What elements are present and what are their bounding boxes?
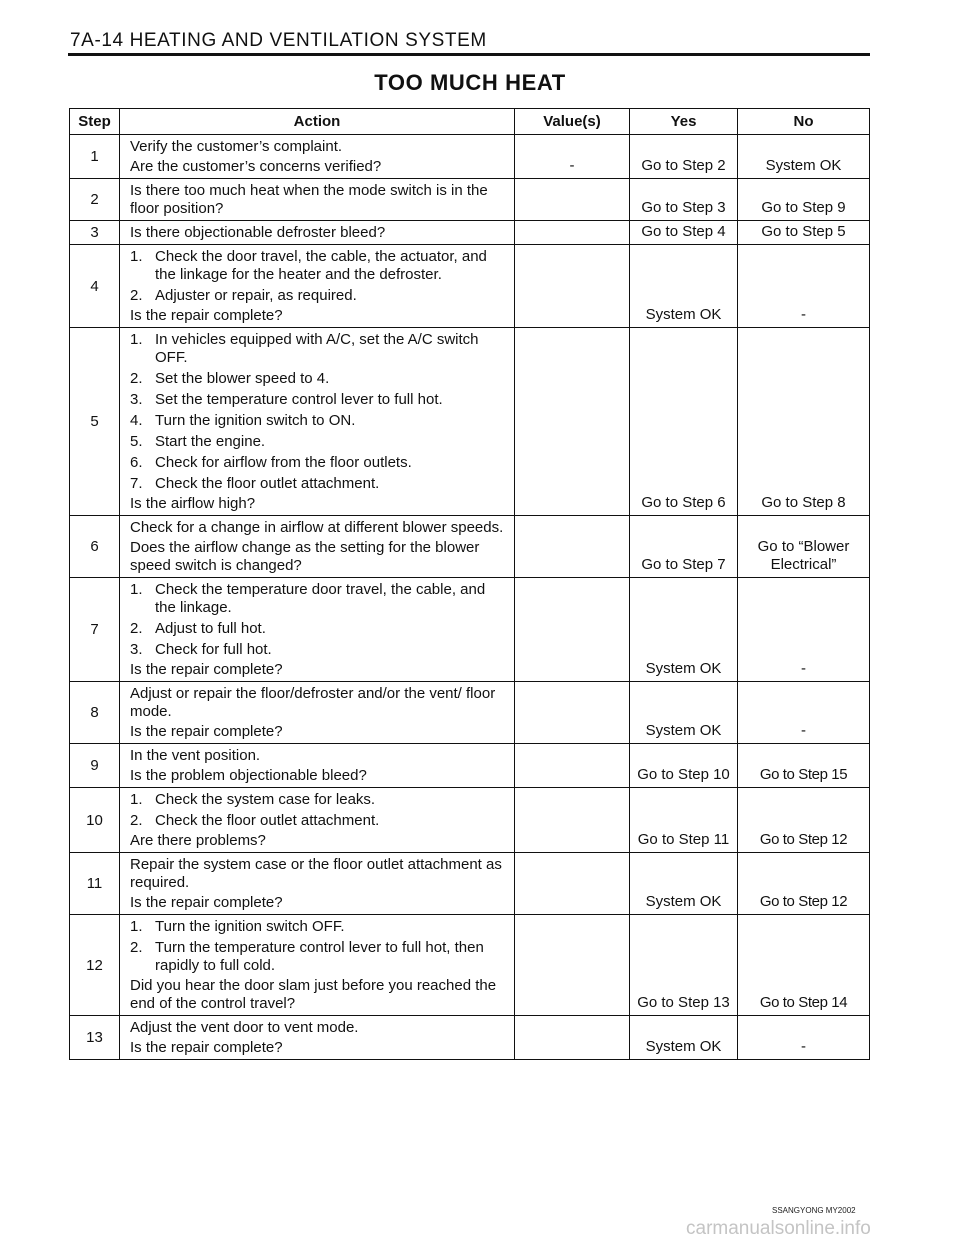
- action-cell: [120, 516, 515, 578]
- action-cell: [120, 135, 515, 179]
- yes-cell: Go to Step 10: [630, 744, 738, 788]
- column-header-values: Value(s): [515, 109, 630, 135]
- table-row: [70, 853, 870, 915]
- yes-cell: Go to Step 2: [630, 135, 738, 179]
- step-number: 11: [70, 853, 120, 915]
- header-rule: [68, 53, 870, 56]
- column-header-yes: Yes: [630, 109, 738, 135]
- action-text: Verify the customer’s complaint.: [130, 138, 343, 155]
- yes-cell: Go to Step 3: [630, 179, 738, 221]
- yes-cell: Go to Step 13: [630, 915, 738, 1016]
- numbered-item: 1. In vehicles equipped with A/C, set the A/C switch OFF.: [130, 331, 479, 366]
- no-cell: -: [738, 578, 870, 682]
- action-cell: [120, 245, 515, 328]
- action-question: Is there too much heat when the mode switch is in the floor position?: [130, 182, 488, 217]
- step-number: 9: [70, 744, 120, 788]
- numbered-item: 2. Turn the temperature control lever to full hot, then rapidly to full cold.: [130, 939, 484, 974]
- value-cell: -: [515, 135, 630, 179]
- action-text: Check for a change in airflow at different blower speeds.: [130, 519, 504, 536]
- yes-cell: System OK: [630, 853, 738, 915]
- numbered-item: 2. Adjust to full hot.: [130, 620, 266, 637]
- action-question: Is the repair complete?: [130, 661, 283, 678]
- value-cell: [515, 578, 630, 682]
- no-cell: Go to Step 14: [738, 915, 870, 1016]
- action-question: Is the repair complete?: [130, 1039, 283, 1056]
- step-number: 7: [70, 578, 120, 682]
- action-cell: [120, 915, 515, 1016]
- numbered-item: 3. Check for full hot.: [130, 641, 272, 658]
- action-cell: [120, 853, 515, 915]
- table-row: [70, 221, 870, 245]
- step-number: 12: [70, 915, 120, 1016]
- table-row: [70, 328, 870, 516]
- action-question: Is there objectionable defroster bleed?: [130, 224, 386, 241]
- numbered-item: 2. Set the blower speed to 4.: [130, 370, 330, 387]
- action-cell: [120, 788, 515, 853]
- table-row: [70, 179, 870, 221]
- value-cell: [515, 853, 630, 915]
- no-cell: Go to Step 15: [738, 744, 870, 788]
- step-number: 4: [70, 245, 120, 328]
- no-cell: Go to Step 12: [738, 788, 870, 853]
- numbered-item: 1. Check the door travel, the cable, the actuator, and the linkage for the heater and the defroster.: [130, 248, 487, 283]
- no-cell: Go to Step 8: [738, 328, 870, 516]
- value-cell: [515, 245, 630, 328]
- value-cell: [515, 788, 630, 853]
- no-cell: Go to “Blower Electrical”: [738, 516, 870, 578]
- action-question: Is the airflow high?: [130, 495, 256, 512]
- no-cell: System OK: [738, 135, 870, 179]
- step-number: 2: [70, 179, 120, 221]
- no-cell: Go to Step 12: [738, 853, 870, 915]
- table-row: [70, 682, 870, 744]
- page-title: TOO MUCH HEAT: [374, 70, 566, 95]
- action-text: In the vent position.: [130, 747, 261, 764]
- yes-cell: System OK: [630, 682, 738, 744]
- table-row: [70, 788, 870, 853]
- action-question: Is the problem objectionable bleed?: [130, 767, 367, 784]
- action-text: Adjust or repair the floor/defroster and/or the vent/ floor mode.: [130, 685, 496, 720]
- numbered-item: 6. Check for airflow from the floor outlets.: [130, 454, 412, 471]
- value-cell: [515, 221, 630, 245]
- diagnostic-table: [69, 108, 870, 1060]
- column-header-action: Action: [120, 109, 515, 135]
- yes-cell: Go to Step 4: [630, 221, 738, 245]
- step-number: 8: [70, 682, 120, 744]
- numbered-item: 2. Check the floor outlet attachment.: [130, 812, 380, 829]
- action-cell: [120, 578, 515, 682]
- action-text: Repair the system case or the floor outlet attachment as required.: [130, 856, 502, 891]
- yes-cell: Go to Step 7: [630, 516, 738, 578]
- table-row: [70, 578, 870, 682]
- action-question: Is the repair complete?: [130, 723, 283, 740]
- column-header-no: No: [738, 109, 870, 135]
- table-header-row: [70, 109, 870, 135]
- numbered-item: 7. Check the floor outlet attachment.: [130, 475, 380, 492]
- action-cell: [120, 682, 515, 744]
- table-row: [70, 135, 870, 179]
- value-cell: [515, 744, 630, 788]
- section-header: 7A-14 HEATING AND VENTILATION SYSTEM: [70, 30, 487, 51]
- value-cell: [515, 915, 630, 1016]
- column-header-step: Step: [70, 109, 120, 135]
- action-cell: [120, 221, 515, 245]
- no-cell: -: [738, 682, 870, 744]
- table-row: [70, 1016, 870, 1060]
- no-cell: -: [738, 1016, 870, 1060]
- action-question: Are there problems?: [130, 832, 266, 849]
- action-question: Did you hear the door slam just before you reached the end of the control travel?: [130, 977, 497, 1012]
- step-number: 1: [70, 135, 120, 179]
- action-question: Is the repair complete?: [130, 894, 283, 911]
- step-number: 6: [70, 516, 120, 578]
- numbered-item: 5. Start the engine.: [130, 433, 266, 450]
- action-question: Is the repair complete?: [130, 307, 283, 324]
- yes-cell: Go to Step 11: [630, 788, 738, 853]
- table-row: [70, 915, 870, 1016]
- watermark: carmanualsonline.info: [686, 1218, 871, 1239]
- numbered-item: 1. Check the system case for leaks.: [130, 791, 376, 808]
- table-row: [70, 516, 870, 578]
- no-cell: Go to Step 5: [738, 221, 870, 245]
- yes-cell: System OK: [630, 1016, 738, 1060]
- no-cell: -: [738, 245, 870, 328]
- numbered-item: 3. Set the temperature control lever to full hot.: [130, 391, 443, 408]
- numbered-item: 4. Turn the ignition switch to ON.: [130, 412, 356, 429]
- action-cell: [120, 179, 515, 221]
- value-cell: [515, 516, 630, 578]
- action-cell: [120, 328, 515, 516]
- step-number: 13: [70, 1016, 120, 1060]
- step-number: 3: [70, 221, 120, 245]
- yes-cell: System OK: [630, 245, 738, 328]
- action-question: Does the airflow change as the setting for the blower speed switch is changed?: [130, 539, 480, 574]
- value-cell: [515, 1016, 630, 1060]
- action-cell: [120, 744, 515, 788]
- value-cell: [515, 328, 630, 516]
- footer-model: SSANGYONG MY2002: [772, 1206, 856, 1215]
- value-cell: [515, 682, 630, 744]
- yes-cell: System OK: [630, 578, 738, 682]
- action-text: Adjust the vent door to vent mode.: [130, 1019, 359, 1036]
- numbered-item: 2. Adjuster or repair, as required.: [130, 287, 357, 304]
- table-row: [70, 744, 870, 788]
- step-number: 10: [70, 788, 120, 853]
- yes-cell: Go to Step 6: [630, 328, 738, 516]
- no-cell: Go to Step 9: [738, 179, 870, 221]
- value-cell: [515, 179, 630, 221]
- action-question: Are the customer’s concerns verified?: [130, 158, 382, 175]
- numbered-item: 1. Turn the ignition switch OFF.: [130, 918, 345, 935]
- table-row: [70, 245, 870, 328]
- action-cell: [120, 1016, 515, 1060]
- numbered-item: 1. Check the temperature door travel, the cable, and the linkage.: [130, 581, 486, 616]
- step-number: 5: [70, 328, 120, 516]
